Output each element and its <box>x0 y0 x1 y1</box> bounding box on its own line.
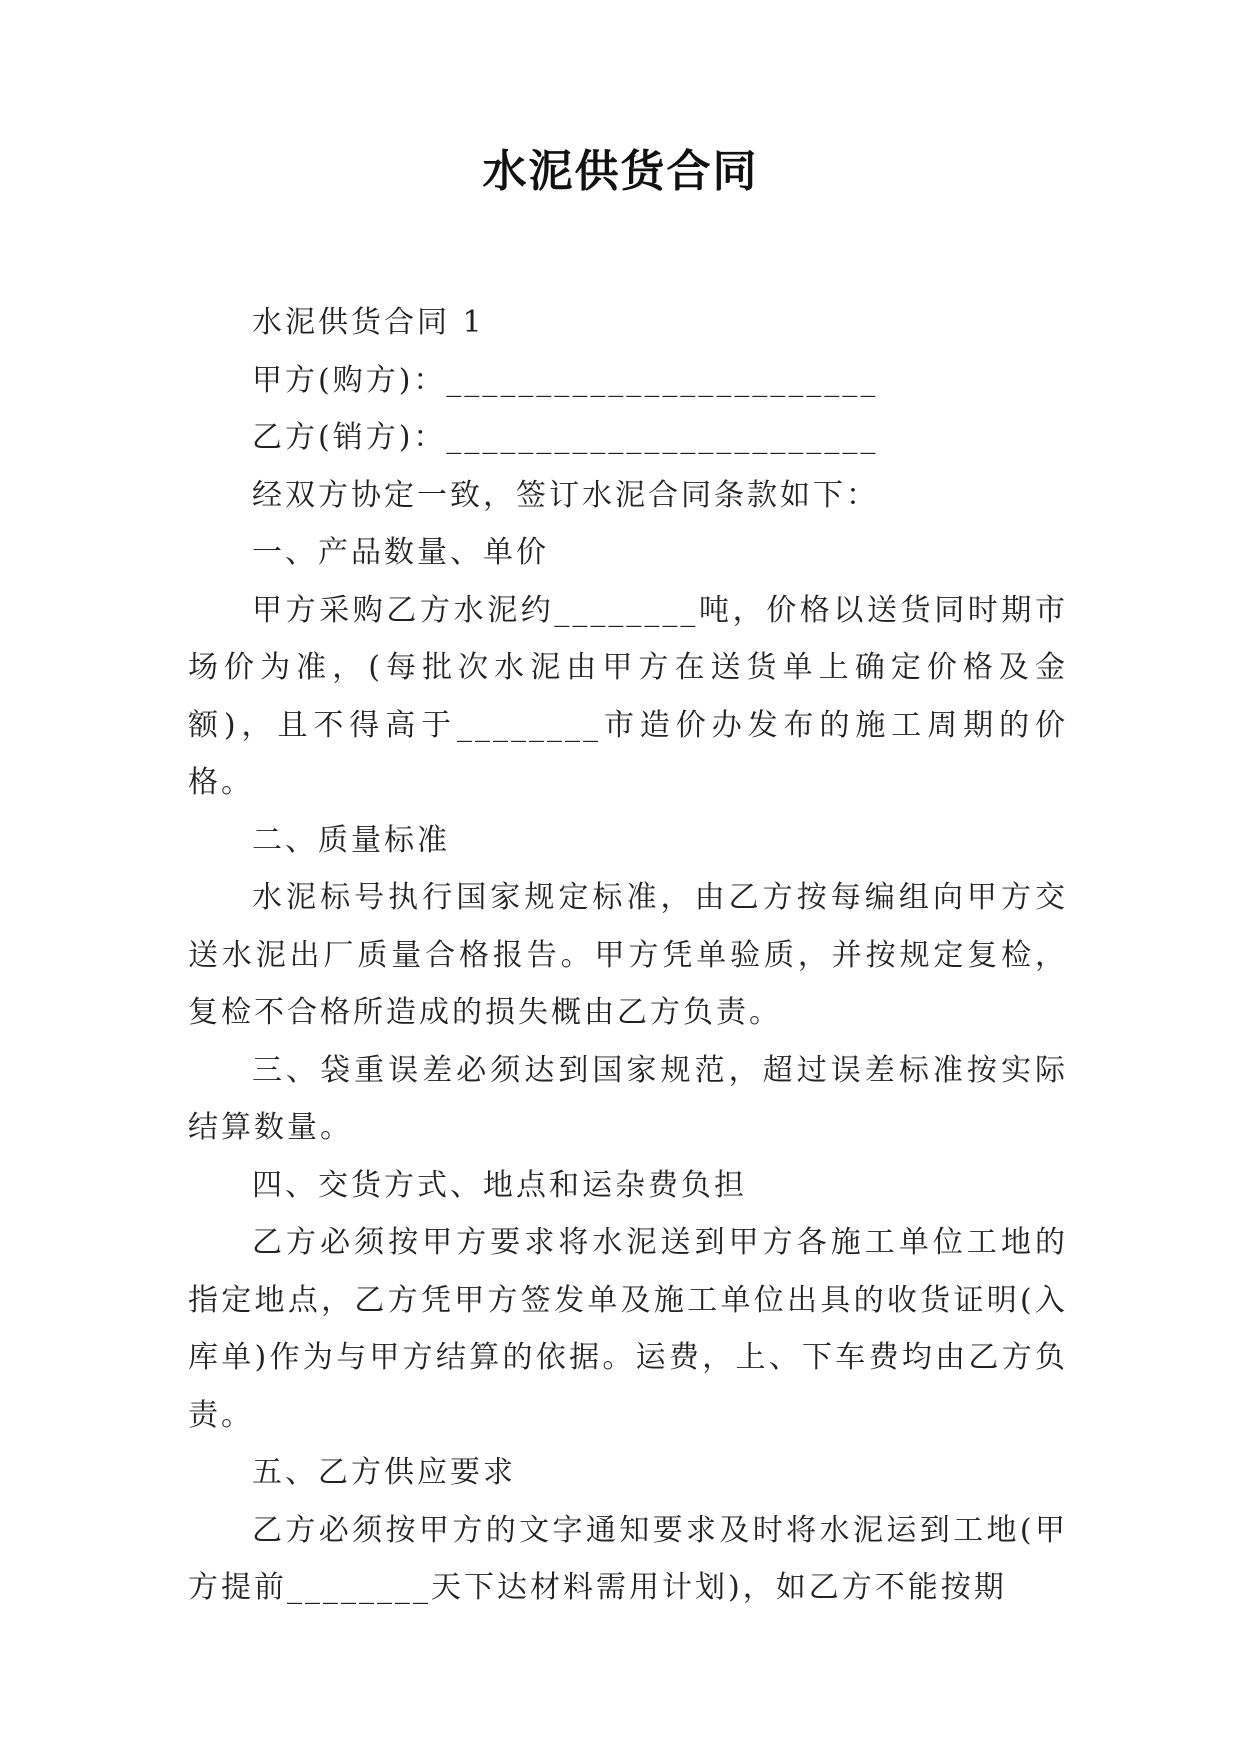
document-body <box>188 294 1068 1617</box>
section-text-4: 乙方必须按甲方要求将水泥送到甲方各施工单位工地的指定地点，乙方凭甲方签发单及施工单位出具的收货证明(入库单)作为与甲方结算的依据。运费，上、下车费均由乙方负责。 <box>188 1225 1068 1433</box>
section-heading-2: 二、质量标准 <box>252 822 450 858</box>
section-heading-5: 五、乙方供应要求 <box>252 1455 516 1490</box>
party-a-line: 甲方(购方)：________________________ <box>252 362 879 398</box>
section-text-2: 水泥标号执行国家规定标准，由乙方按每编组向甲方交送水泥出厂质量合格报告。甲方凭单验质，并按规定复检，复检不合格所造成的损失概由乙方负责。 <box>188 880 1068 1030</box>
contract-heading-line: 水泥供货合同 1 <box>252 305 485 340</box>
party-b-line: 乙方(销方)：________________________ <box>252 420 879 455</box>
document-title: 水泥供货合同 <box>482 146 759 197</box>
section-text-5: 乙方必须按甲方的文字通知要求及时将水泥运到工地(甲方提前________天下达材料需用计划)，如乙方不能按期 <box>188 1512 1068 1605</box>
section-text-1: 甲方采购乙方水泥约________吨，价格以送货同时期市场价为准，(每批次水泥由甲方在送货单上确定价格及金额)，且不得高于________市造价办发布的施工周期的价格。 <box>188 592 1068 800</box>
section-heading-4: 四、交货方式、地点和运杂费负担 <box>252 1167 747 1203</box>
section-heading-1: 一、产品数量、单价 <box>252 535 549 570</box>
agreement-intro: 经双方协定一致，签订水泥合同条款如下： <box>252 477 879 513</box>
section-text-3: 三、袋重误差必须达到国家规范，超过误差标准按实际结算数量。 <box>188 1052 1068 1145</box>
